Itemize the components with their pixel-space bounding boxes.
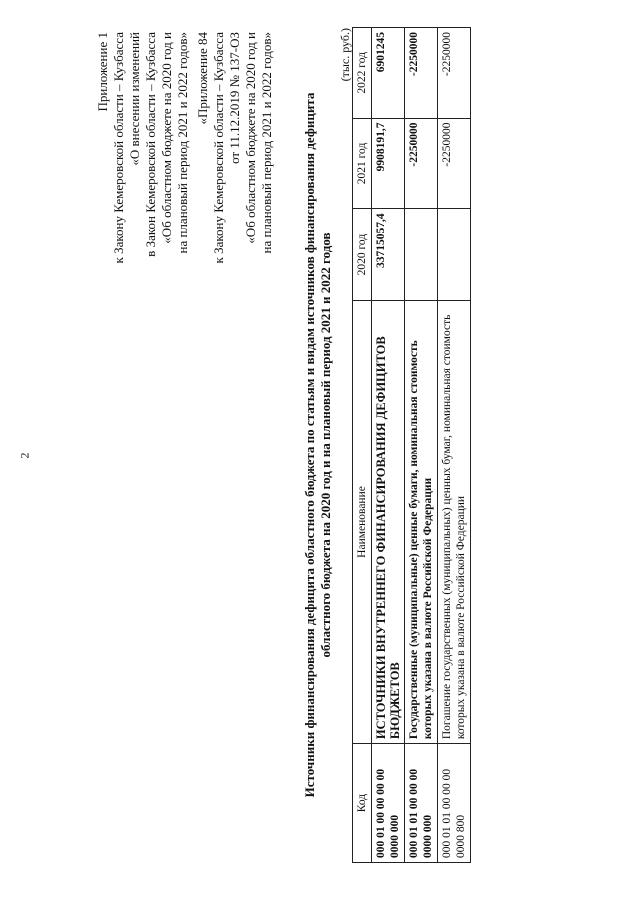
table-row bbox=[405, 28, 438, 863]
document-title bbox=[302, 20, 334, 870]
appendix-1-line: Приложение 1 bbox=[95, 32, 110, 112]
header-code: Код bbox=[353, 744, 372, 863]
row-value-2020 bbox=[405, 209, 438, 300]
row-value-2022: -2250000 bbox=[438, 28, 471, 119]
appendix-1-line: на плановый период 2021 и 2022 годов» bbox=[175, 32, 190, 254]
rotated-page-content bbox=[95, 20, 550, 870]
appendix-1-line: в Закон Кемеровской области – Кузбасса bbox=[143, 32, 158, 257]
title-line: областного бюджета на 2020 год и на плановый период 2021 и 2022 годов bbox=[318, 232, 333, 658]
row-value-2020 bbox=[438, 209, 471, 300]
unit-label: (тыс. руб.) bbox=[338, 28, 352, 82]
appendix-84-line: на плановый период 2021 и 2022 годов» bbox=[259, 32, 274, 254]
row-value-2022: 6901245 bbox=[372, 28, 405, 119]
appendix-1-line: «Об областном бюджете на 2020 год и bbox=[159, 32, 174, 244]
header-2020: 2020 год bbox=[353, 209, 372, 300]
row-value-2021: -2250000 bbox=[438, 118, 471, 209]
appendix-1-line: «О внесении изменений bbox=[127, 32, 142, 166]
row-value-2022: -2250000 bbox=[405, 28, 438, 119]
header-2022: 2022 год bbox=[353, 28, 372, 119]
appendix-1-block bbox=[95, 32, 191, 264]
title-line: Источники финансирования дефицита областного бюджета по статьям и видам источников финансирования дефицита bbox=[302, 92, 317, 798]
row-name: Государственные (муниципальные) ценные бумаги, номинальная стоимость которых указана в валюте Российской Федерации bbox=[405, 300, 438, 743]
row-value-2021: 9908191,7 bbox=[372, 118, 405, 209]
table-row bbox=[372, 28, 405, 863]
table-row bbox=[438, 28, 471, 863]
header-name: Наименование bbox=[353, 300, 372, 743]
financing-table bbox=[352, 27, 471, 863]
row-name: ИСТОЧНИКИ ВНУТРЕННЕГО ФИНАНСИРОВАНИЯ ДЕФИЦИТОВ БЮДЖЕТОВ bbox=[372, 300, 405, 743]
table-header-row bbox=[353, 28, 372, 863]
header-2021: 2021 год bbox=[353, 118, 372, 209]
appendix-1-line: к Закону Кемеровской области – Кузбасса bbox=[111, 32, 126, 264]
page-content bbox=[95, 20, 550, 870]
appendix-84-block bbox=[195, 32, 275, 264]
row-name: Погашение государственных (муниципальных) ценных бумаг, номинальная стоимость которых указана в валюте Российской Федерации bbox=[438, 300, 471, 743]
appendix-84-line: «Приложение 84 bbox=[195, 32, 210, 125]
row-value-2021: -2250000 bbox=[405, 118, 438, 209]
row-code: 000 01 01 00 00 00 0000 800 bbox=[438, 744, 471, 863]
appendix-84-line: от 11.12.2019 № 137-ОЗ bbox=[227, 32, 242, 164]
row-value-2020: 33715057,4 bbox=[372, 209, 405, 300]
page-number: 2 bbox=[17, 452, 32, 459]
row-code: 000 01 01 00 00 00 0000 000 bbox=[405, 744, 438, 863]
row-code: 000 01 00 00 00 00 0000 000 bbox=[372, 744, 405, 863]
appendix-84-line: «Об областном бюджете на 2020 год и bbox=[243, 32, 258, 244]
appendix-84-line: к Закону Кемеровской области – Кузбасса bbox=[211, 32, 226, 264]
